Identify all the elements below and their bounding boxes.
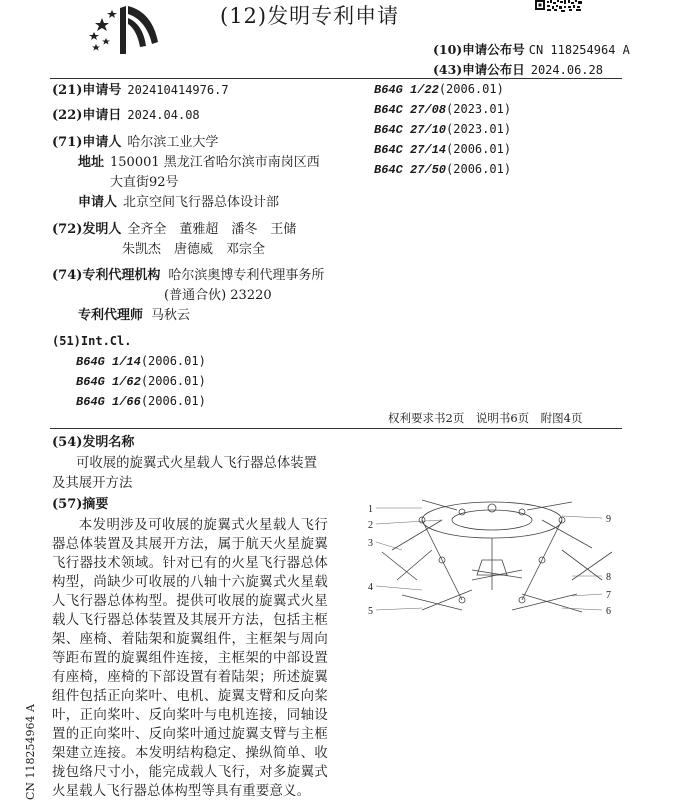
callout-label: 8: [606, 572, 611, 583]
intcl-code: B64G 1/66: [76, 395, 141, 409]
barcode-icon: [535, 0, 583, 12]
section-divider: [50, 428, 622, 429]
application-date: 2024.04.08: [127, 108, 200, 122]
co-applicant-label: 申请人: [78, 195, 118, 210]
application-number-row: [52, 82, 229, 99]
address-line-1: 150001 黑龙江省哈尔滨市南岗区西: [110, 155, 320, 170]
intcl-code: B64G 1/14: [76, 355, 141, 369]
intcl-code: B64G 1/62: [76, 375, 141, 389]
pub-number: CN 118254964 A: [528, 43, 630, 57]
inventors-row: [52, 221, 296, 238]
address-row: [78, 154, 320, 171]
callout-label: 7: [606, 590, 611, 601]
ipc-entry: B64C 27/14(2006.01): [374, 142, 512, 157]
ipc-entry: B64C 27/08(2023.01): [374, 102, 512, 117]
agency-line-1: 哈尔滨奥博专利代理事务所: [168, 268, 325, 283]
header-divider: [50, 78, 622, 79]
intcl-entry: [76, 353, 206, 371]
callout-label: 3: [368, 538, 373, 549]
intcl-entry: [76, 373, 206, 391]
co-applicant-row: [78, 194, 279, 211]
agency-label: (74)专利代理机构: [52, 268, 161, 283]
invention-title-label: (54)发明名称: [52, 435, 135, 450]
intcl-version: (2006.01): [140, 374, 206, 388]
callout-label: 2: [368, 520, 373, 531]
application-number: 202410414976.7: [127, 83, 229, 97]
agent-row: [78, 307, 190, 324]
application-date-row: [52, 107, 200, 124]
agent-label: 专利代理师: [78, 308, 144, 323]
side-publication-code: CN 118254964 A: [24, 704, 37, 800]
ipc-entry: B64C 27/50(2006.01): [374, 162, 512, 177]
inventors-line-1: 全齐全 董雅超 潘冬 王储: [127, 222, 297, 237]
pub-date: 2024.06.28: [530, 63, 603, 77]
intcl-label: (51)Int.Cl.: [52, 334, 132, 348]
abstract-label: (57)摘要: [52, 497, 109, 512]
intcl-entry: [76, 393, 206, 411]
agency-line-2: (普通合伙) 23220: [164, 288, 272, 303]
invention-title-line-2: 及其展开方法: [52, 476, 133, 491]
pub-date-row: [433, 60, 603, 78]
invention-title-line-1: 可收展的旋翼式火星载人飞行器总体装置: [76, 456, 318, 471]
callout-leaders: [376, 508, 602, 610]
ipc-entry: B64C 27/10(2023.01): [374, 122, 512, 137]
address-label: 地址: [78, 155, 105, 170]
agency-row: [52, 267, 324, 284]
cnipa-logo: [82, 2, 168, 56]
callout-label: 5: [368, 606, 373, 617]
address-line-2: 大直街92号: [110, 175, 179, 190]
inventors-line-2: 朱凯杰 唐德威 邓宗全: [122, 242, 266, 257]
co-applicant-name: 北京空间飞行器总体设计部: [123, 195, 280, 210]
ipc-entry: B64G 1/22(2006.01): [374, 82, 504, 97]
pub-date-label: (43)申请公布日: [433, 62, 525, 77]
pub-number-row: [433, 40, 630, 58]
applicant-row: [52, 134, 218, 151]
application-date-label: (22)申请日: [52, 108, 122, 123]
agent-name: 马秋云: [151, 308, 191, 323]
applicant-label: (71)申请人: [52, 135, 122, 150]
applicant-name: 哈尔滨工业大学: [127, 135, 219, 150]
intcl-version: (2006.01): [140, 354, 206, 368]
pages-info: 权利要求书2页 说明书6页 附图4页: [388, 411, 583, 425]
inventors-label: (72)发明人: [52, 222, 122, 237]
aircraft-figure: [362, 490, 624, 640]
application-number-label: (21)申请号: [52, 83, 122, 98]
document-type-title: (12)发明专利申请: [220, 4, 400, 28]
callout-label: 9: [606, 514, 611, 525]
abstract-text: 本发明涉及可收展的旋翼式火星载人飞行器总体装置及其展开方法，属于航天火星旋翼飞行器技术领域。针对已有的火星飞行器总体构型，尚缺少可收展的八轴十六旋翼式火星载人飞行器总体构型。提供可收展的旋翼式火星载人飞行器总体装置及其展开方法，包括主框架、座椅、着陆架和旋翼组件，主框架与周向等距布置的旋翼组件连接，主框架的中部设置有座椅，座椅的下部设置有着陆架；所述旋翼组件包括正向桨叶、电机、旋翼支臂和反向桨叶，正向桨叶、反向桨叶与电机连接，同轴设置的正向桨叶、反向桨叶通过旋翼支臂与主框架建立连接。本发明结构稳定、操纵简单、收拢包络尺寸小，能完成载人飞行，对多旋翼式火星载人飞行器总体构型等具有重要意义。: [52, 518, 328, 799]
callout-label: 4: [368, 582, 373, 593]
intcl-version: (2006.01): [140, 394, 206, 408]
pub-number-label: (10)申请公布号: [433, 42, 525, 57]
callout-label: 1: [368, 504, 373, 515]
callout-label: 6: [606, 606, 611, 617]
